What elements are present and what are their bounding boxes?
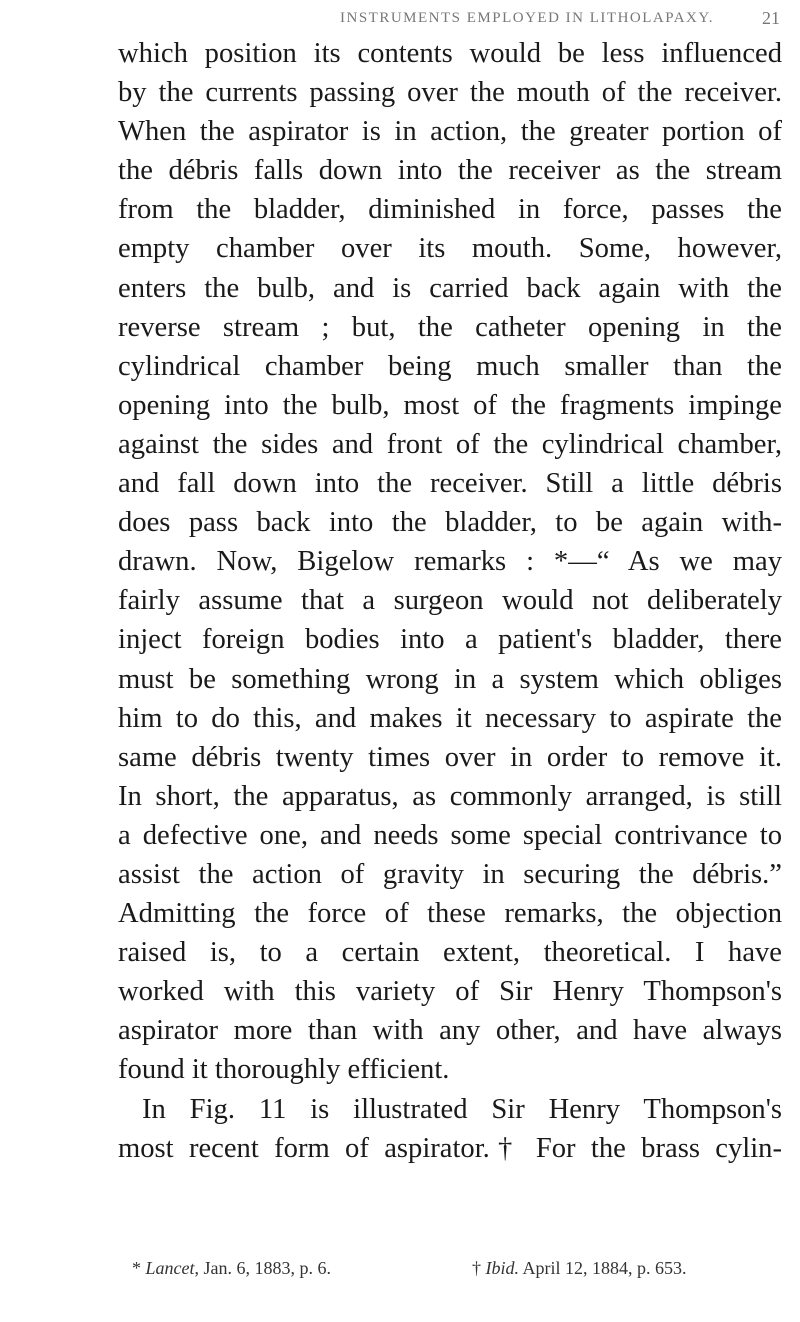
- text-line: a defective one, and needs some special contrivance to: [118, 819, 782, 851]
- text-line: enters the bulb, and is carried back again with the: [118, 272, 782, 304]
- text-line: by the currents passing over the mouth of the receiver.: [118, 77, 782, 109]
- text-line: In Fig. 11 is illustrated Sir Henry Thompson's: [142, 1093, 782, 1125]
- running-title: INSTRUMENTS EMPLOYED IN LITHOLAPAXY.: [340, 10, 715, 26]
- footnote-citation: April 12, 1884, p. 653.: [519, 1258, 687, 1278]
- body-text: [118, 34, 782, 1168]
- text-line: and fall down into the receiver. Still a little débris: [118, 468, 782, 500]
- text-line: most recent form of aspirator.† For the brass cylin-: [118, 1132, 782, 1164]
- text-line: does pass back into the bladder, to be again with-: [118, 507, 782, 539]
- page-number: 21: [762, 8, 780, 28]
- text-line: inject foreign bodies into a patient's bladder, there: [118, 624, 782, 656]
- text-line: aspirator more than with any other, and have always: [118, 1015, 782, 1047]
- text-line: fairly assume that a surgeon would not deliberately: [118, 585, 782, 617]
- text-line: raised is, to a certain extent, theoretical. I have: [118, 937, 782, 969]
- text-line: against the sides and front of the cylindrical chamber,: [118, 428, 782, 460]
- footnote-source: Lancet: [145, 1258, 195, 1278]
- footnote: [132, 1256, 331, 1280]
- footnote-marker: *: [132, 1258, 141, 1278]
- text-line: opening into the bulb, most of the fragments impinge: [118, 389, 782, 421]
- text-line: must be something wrong in a system which obliges: [118, 663, 782, 695]
- footnote-marker: †: [472, 1258, 481, 1278]
- text-line: the débris falls down into the receiver as the stream: [118, 155, 782, 187]
- text-line: same débris twenty times over in order to remove it.: [118, 741, 782, 773]
- running-head: [340, 10, 780, 27]
- text-line: worked with this variety of Sir Henry Thompson's: [118, 976, 782, 1008]
- text-line: him to do this, and makes it necessary to aspirate the: [118, 702, 782, 734]
- footnote: [472, 1256, 687, 1280]
- text-line: In short, the apparatus, as commonly arranged, is still: [118, 780, 782, 812]
- text-line: which position its contents would be less influenced: [118, 38, 782, 69]
- text-line: When the aspirator is in action, the greater portion of: [118, 116, 782, 148]
- text-line: cylindrical chamber being much smaller than the: [118, 350, 782, 382]
- text-line: from the bladder, diminished in force, passes the: [118, 194, 782, 226]
- footnote-source: Ibid.: [485, 1258, 519, 1278]
- text-line: drawn. Now, Bigelow remarks : *—“ As we may: [118, 546, 782, 578]
- text-line: assist the action of gravity in securing the débris.”: [118, 858, 782, 890]
- text-line: found it thoroughly efficient.: [118, 1054, 450, 1086]
- text-line: reverse stream ; but, the catheter opening in the: [118, 311, 782, 343]
- text-line: Admitting the force of these remarks, the objection: [118, 898, 782, 930]
- text-line: empty chamber over its mouth. Some, however,: [118, 233, 782, 265]
- footnote-citation: , Jan. 6, 1883, p. 6.: [194, 1258, 331, 1278]
